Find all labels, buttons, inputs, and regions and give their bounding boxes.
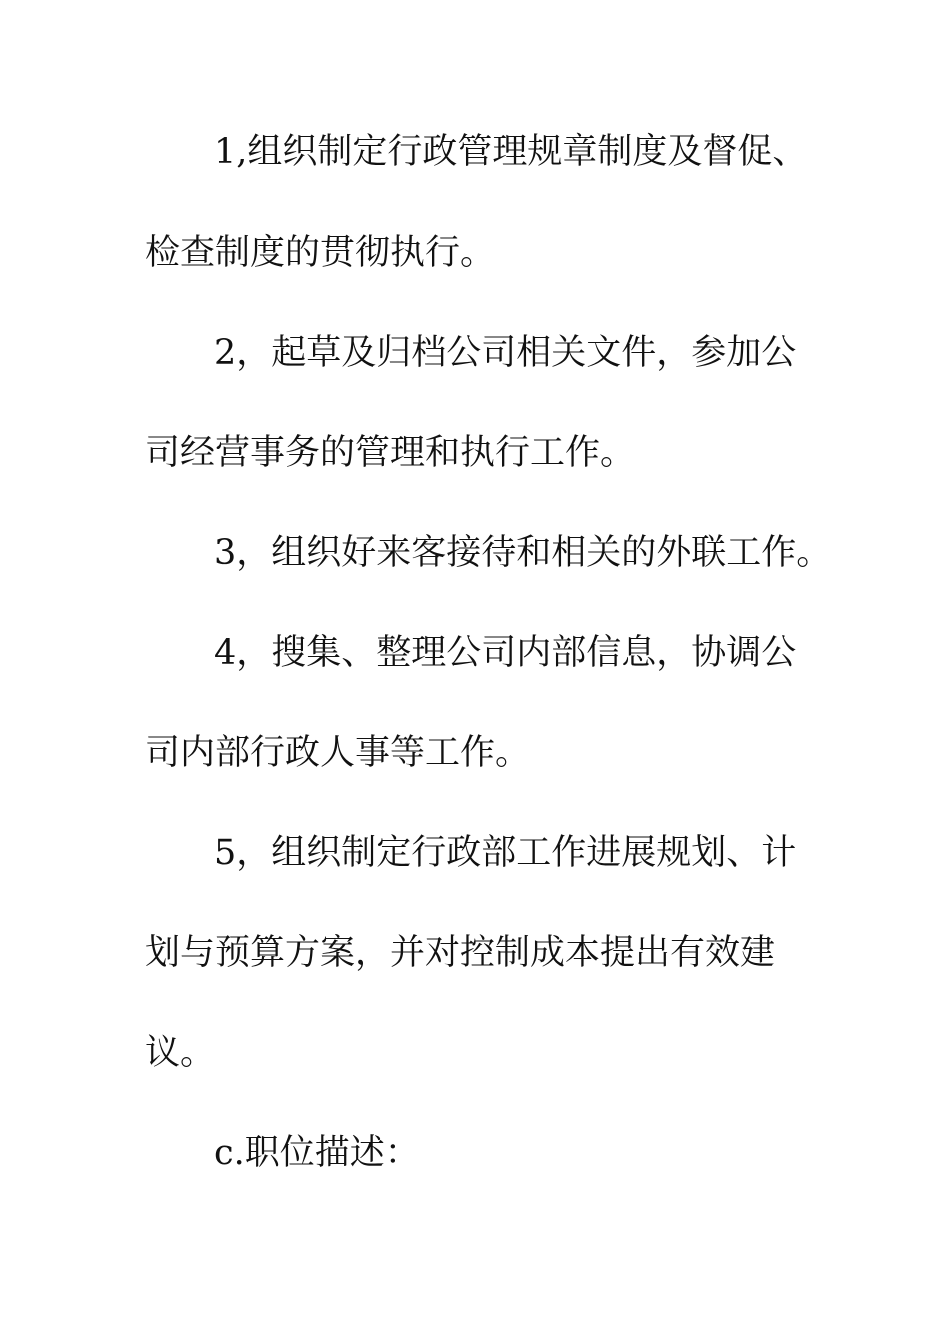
duty-5-line-3: 议。 [145, 1033, 216, 1073]
duty-5-line-2: 划与预算方案，并对控制成本提出有效建 [145, 933, 776, 973]
duty-4-line-1: 4，搜集、整理公司内部信息，协调公 [214, 633, 797, 673]
duty-2-line-2: 司经营事务的管理和执行工作。 [145, 433, 636, 473]
duty-4-line-2: 司内部行政人事等工作。 [145, 733, 531, 773]
duty-3-line-1: 3，组织好来客接待和相关的外联工作。 [214, 533, 832, 573]
duty-1-line-1: 1,组织制定行政管理规章制度及督促、 [214, 132, 808, 172]
section-heading-job-description: c.职位描述： [214, 1133, 420, 1173]
duty-1-line-2: 检查制度的贯彻执行。 [145, 233, 496, 273]
duty-2-line-1: 2，起草及归档公司相关文件，参加公 [214, 333, 797, 373]
duty-5-line-1: 5，组织制定行政部工作进展规划、计 [214, 833, 797, 873]
